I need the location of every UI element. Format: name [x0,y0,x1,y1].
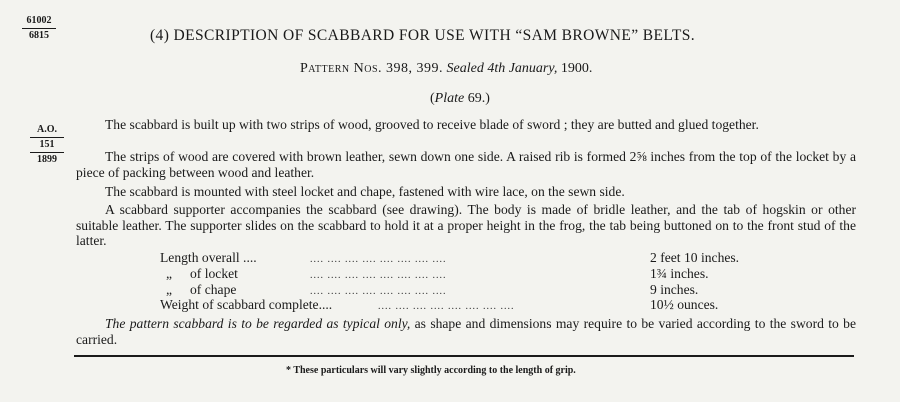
army-order-year: 1899 [37,154,57,165]
closing-italic: The pattern scabbard is to be regarded as typical only, [105,316,411,331]
spec-value: 1¾ inches. [650,265,709,281]
margin-reference-army-order [30,124,64,166]
spec-row-locket [160,266,840,282]
spec-label [160,266,238,282]
dimensions-table [160,250,840,313]
paragraph-covering [76,149,856,180]
paragraph-construction [76,117,856,133]
spec-value: 2 feet 10 inches. [650,250,740,265]
pattern-line [300,61,592,77]
spec-value: 10½ ounces. [650,297,719,313]
paragraph-supporter [76,202,856,249]
spec-label [160,282,236,298]
paragraph-covering-text: The strips of wood are covered with brown leather, sewn down one side. A raised rib is formed 2⅝ inches from the top of the locket by a piece of packing between wood and leather. [76,149,856,180]
sealed-year: 1900. [560,61,593,76]
paragraph-supporter-text: A scabbard supporter accompanies the scabbard (see drawing). The body is made of bridle leather, and the tab of hogskin or other suitable leather. The supporter slides on the scabbard to hold it at a proper height in the frog, the tab being buttoned on to the front stud of the latter. [76,202,856,249]
paragraph-closing [76,316,856,347]
section-heading: (4) DESCRIPTION OF SCABBARD FOR USE WITH “SAM BROWNE” BELTS. [150,27,696,44]
paragraph-construction-text: The scabbard is built up with two strips of wood, grooved to receive blade of sword ; they are butted and glued together. [105,117,759,132]
spec-label-text: of chape [190,281,237,297]
leader-dots: .... .... .... .... .... .... .... .... [310,254,447,265]
leader-dots: .... .... .... .... .... .... .... .... [378,301,515,313]
spec-label: Length overall .... [160,250,257,265]
margin-ref-numerator: 61002 [26,15,52,26]
plate-reference [430,91,490,107]
spec-label-text: of locket [190,265,238,281]
army-order-divider-2 [30,152,64,153]
footnote-divider [74,355,854,357]
paragraph-mounting-text: The scabbard is mounted with steel locket and chape, fastened with wire lace, on the sewn side. [105,184,625,199]
ditto-mark: „ [166,281,173,297]
spec-row-length [160,250,840,266]
spec-row-weight [160,297,840,313]
pattern-numbers: Pattern Nos. 398, 399. [300,61,444,76]
spec-value: 9 inches. [650,281,699,297]
leader-dots: .... .... .... .... .... .... .... .... [310,269,447,281]
plate-open-paren: ( [430,91,435,106]
margin-ref-divider [22,28,56,29]
plate-number: 69.) [467,91,490,106]
plate-label: Plate [434,91,465,106]
army-order-divider-1 [30,137,64,138]
army-order-number: 151 [39,139,55,150]
sealed-date: Sealed 4th January, [446,61,558,76]
spec-label: Weight of scabbard complete.... [160,297,333,313]
ditto-mark: „ [166,265,173,281]
margin-ref-denominator: 6815 [29,30,49,41]
leader-dots: .... .... .... .... .... .... .... .... [310,285,447,297]
spec-row-chape [160,282,840,298]
paragraph-mounting [76,184,856,200]
closing-rest: as shape and dimensions may require to be varied according to the sword to be carried. [76,316,856,347]
army-order-label: A.O. [37,124,57,135]
footnote: * These particulars will vary slightly according to the length of grip. [286,365,576,376]
margin-reference-top [22,15,56,42]
